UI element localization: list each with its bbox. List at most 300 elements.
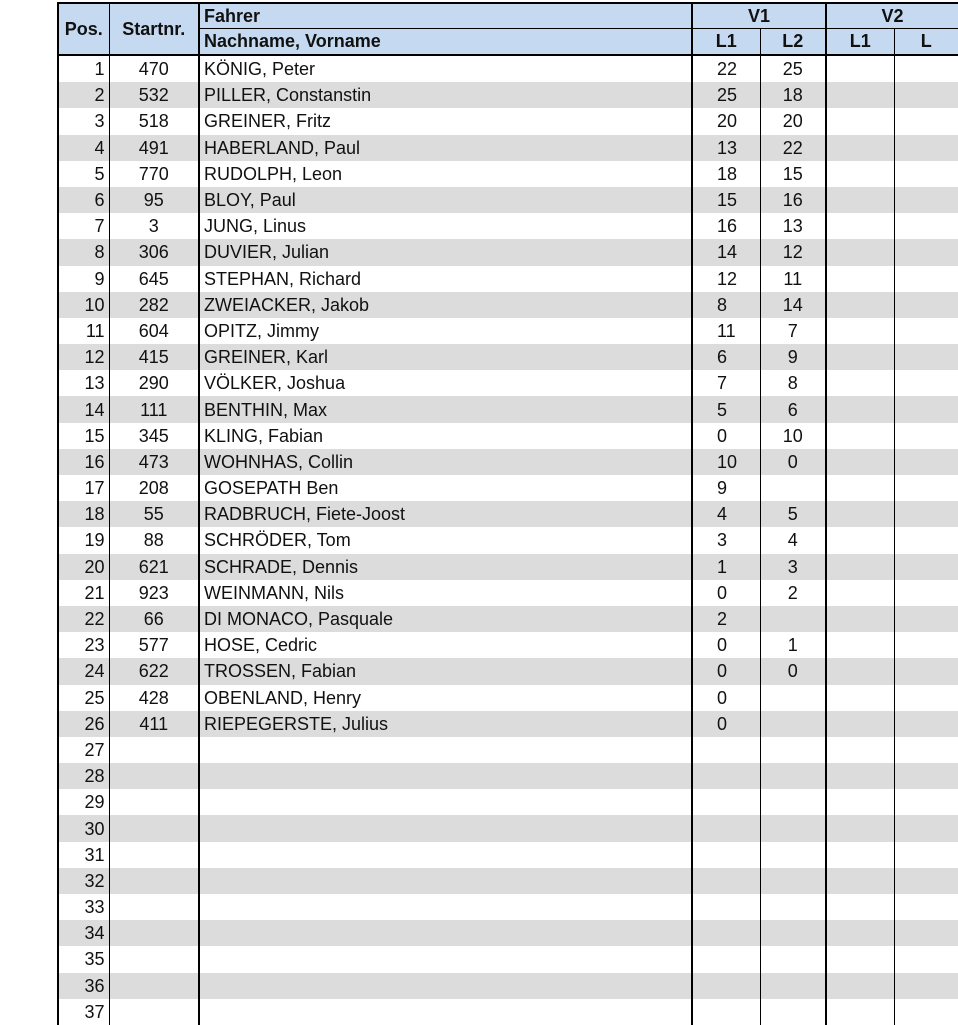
cell-pos: 12	[58, 344, 109, 370]
table-row	[58, 554, 958, 580]
cell-startnr: 208	[109, 475, 199, 501]
cell-name: DI MONACO, Pasquale	[199, 606, 692, 632]
cell-startnr	[109, 894, 199, 920]
cell-pos: 9	[58, 266, 109, 292]
cell-v1-l1	[692, 894, 760, 920]
cell-v2-l1	[826, 266, 894, 292]
cell-v1-l2: 10	[760, 423, 826, 449]
table-row	[58, 737, 958, 763]
table-row	[58, 108, 958, 134]
cell-v1-l1: 13	[692, 135, 760, 161]
table-row	[58, 82, 958, 108]
cell-v1-l2: 2	[760, 580, 826, 606]
cell-v2-l2	[894, 292, 958, 318]
cell-name: BENTHIN, Max	[199, 396, 692, 422]
cell-startnr	[109, 789, 199, 815]
cell-v1-l2	[760, 946, 826, 972]
cell-v1-l2: 12	[760, 239, 826, 265]
cell-v1-l1: 1	[692, 554, 760, 580]
cell-v1-l1: 8	[692, 292, 760, 318]
cell-name: VÖLKER, Joshua	[199, 370, 692, 396]
cell-v1-l1	[692, 946, 760, 972]
table-row	[58, 318, 958, 344]
table-body	[58, 55, 958, 1025]
cell-v1-l1: 0	[692, 423, 760, 449]
cell-pos: 18	[58, 501, 109, 527]
cell-name: ZWEIACKER, Jakob	[199, 292, 692, 318]
cell-v1-l1: 14	[692, 239, 760, 265]
table-row	[58, 973, 958, 999]
cell-name	[199, 763, 692, 789]
cell-v2-l2	[894, 135, 958, 161]
table-row	[58, 239, 958, 265]
results-table	[57, 2, 958, 1025]
cell-name: WEINMANN, Nils	[199, 580, 692, 606]
cell-name	[199, 999, 692, 1025]
cell-v2-l1	[826, 344, 894, 370]
cell-v2-l2	[894, 842, 958, 868]
cell-v1-l1: 4	[692, 501, 760, 527]
cell-name: JUNG, Linus	[199, 213, 692, 239]
cell-v2-l1	[826, 711, 894, 737]
cell-v1-l2: 18	[760, 82, 826, 108]
cell-v1-l1: 25	[692, 82, 760, 108]
cell-v1-l2: 1	[760, 632, 826, 658]
cell-v2-l1	[826, 815, 894, 841]
cell-v1-l1: 16	[692, 213, 760, 239]
cell-v2-l2	[894, 187, 958, 213]
cell-name: BLOY, Paul	[199, 187, 692, 213]
header-v2: V2	[826, 3, 958, 29]
cell-v2-l1	[826, 135, 894, 161]
table-row	[58, 789, 958, 815]
cell-v2-l1	[826, 318, 894, 344]
cell-pos: 29	[58, 789, 109, 815]
table-row	[58, 344, 958, 370]
cell-v2-l1	[826, 606, 894, 632]
cell-v1-l1	[692, 737, 760, 763]
cell-v1-l2	[760, 763, 826, 789]
cell-v2-l1	[826, 973, 894, 999]
cell-pos: 8	[58, 239, 109, 265]
cell-name: RADBRUCH, Fiete-Joost	[199, 501, 692, 527]
cell-pos: 24	[58, 658, 109, 684]
cell-pos: 26	[58, 711, 109, 737]
cell-startnr: 95	[109, 187, 199, 213]
cell-startnr	[109, 920, 199, 946]
cell-v1-l2	[760, 973, 826, 999]
cell-pos: 21	[58, 580, 109, 606]
table-header	[58, 3, 958, 55]
cell-v2-l1	[826, 108, 894, 134]
cell-pos: 19	[58, 527, 109, 553]
cell-pos: 17	[58, 475, 109, 501]
cell-v1-l2	[760, 894, 826, 920]
header-startnr: Startnr.	[109, 3, 199, 55]
cell-name: HABERLAND, Paul	[199, 135, 692, 161]
cell-v2-l2	[894, 527, 958, 553]
table-row	[58, 946, 958, 972]
cell-name: STEPHAN, Richard	[199, 266, 692, 292]
cell-v1-l2: 3	[760, 554, 826, 580]
header-name-sub: Nachname, Vorname	[199, 29, 692, 56]
cell-v1-l1: 0	[692, 580, 760, 606]
cell-v2-l2	[894, 423, 958, 449]
cell-v2-l1	[826, 187, 894, 213]
cell-v2-l1	[826, 292, 894, 318]
cell-pos: 34	[58, 920, 109, 946]
cell-v1-l1: 2	[692, 606, 760, 632]
cell-name: OBENLAND, Henry	[199, 685, 692, 711]
cell-v1-l2: 9	[760, 344, 826, 370]
cell-name	[199, 946, 692, 972]
cell-pos: 16	[58, 449, 109, 475]
cell-startnr: 3	[109, 213, 199, 239]
cell-v2-l2	[894, 580, 958, 606]
cell-v1-l2	[760, 475, 826, 501]
cell-pos: 1	[58, 55, 109, 82]
cell-v2-l2	[894, 344, 958, 370]
cell-v2-l2	[894, 266, 958, 292]
cell-v1-l1: 15	[692, 187, 760, 213]
cell-v1-l2: 0	[760, 658, 826, 684]
header-v1: V1	[692, 3, 826, 29]
cell-v1-l2	[760, 737, 826, 763]
cell-v1-l1: 18	[692, 161, 760, 187]
cell-v2-l1	[826, 789, 894, 815]
cell-v2-l1	[826, 894, 894, 920]
cell-v1-l2: 14	[760, 292, 826, 318]
cell-name: PILLER, Constanstin	[199, 82, 692, 108]
table-row	[58, 527, 958, 553]
cell-startnr	[109, 946, 199, 972]
cell-pos: 32	[58, 868, 109, 894]
cell-v2-l1	[826, 82, 894, 108]
cell-v1-l2	[760, 789, 826, 815]
cell-v1-l2	[760, 606, 826, 632]
cell-v1-l1	[692, 868, 760, 894]
cell-name	[199, 842, 692, 868]
cell-v1-l2: 22	[760, 135, 826, 161]
header-v1-l2: L2	[760, 29, 826, 56]
cell-startnr: 345	[109, 423, 199, 449]
cell-pos: 25	[58, 685, 109, 711]
cell-name: TROSSEN, Fabian	[199, 658, 692, 684]
cell-v2-l2	[894, 213, 958, 239]
cell-name: KLING, Fabian	[199, 423, 692, 449]
cell-v1-l1: 0	[692, 685, 760, 711]
cell-v1-l2: 8	[760, 370, 826, 396]
cell-v2-l1	[826, 213, 894, 239]
header-v1-l1: L1	[692, 29, 760, 56]
table-row	[58, 711, 958, 737]
cell-name: HOSE, Cedric	[199, 632, 692, 658]
cell-v1-l2: 13	[760, 213, 826, 239]
cell-startnr: 518	[109, 108, 199, 134]
cell-pos: 27	[58, 737, 109, 763]
cell-v1-l1: 12	[692, 266, 760, 292]
cell-v1-l2	[760, 999, 826, 1025]
cell-name	[199, 894, 692, 920]
cell-v1-l2: 5	[760, 501, 826, 527]
cell-v1-l1	[692, 842, 760, 868]
cell-pos: 35	[58, 946, 109, 972]
cell-startnr	[109, 999, 199, 1025]
cell-v2-l2	[894, 658, 958, 684]
cell-v2-l2	[894, 685, 958, 711]
cell-name: SCHRADE, Dennis	[199, 554, 692, 580]
cell-name	[199, 868, 692, 894]
cell-startnr: 621	[109, 554, 199, 580]
cell-v2-l1	[826, 842, 894, 868]
cell-v2-l2	[894, 737, 958, 763]
table-row	[58, 501, 958, 527]
cell-startnr: 923	[109, 580, 199, 606]
cell-v1-l1	[692, 789, 760, 815]
cell-v1-l1: 20	[692, 108, 760, 134]
cell-startnr: 290	[109, 370, 199, 396]
cell-pos: 13	[58, 370, 109, 396]
cell-v2-l1	[826, 449, 894, 475]
cell-pos: 30	[58, 815, 109, 841]
cell-name	[199, 737, 692, 763]
cell-pos: 23	[58, 632, 109, 658]
table-row	[58, 292, 958, 318]
cell-v2-l2	[894, 868, 958, 894]
cell-v1-l2	[760, 842, 826, 868]
cell-v2-l1	[826, 920, 894, 946]
cell-startnr: 645	[109, 266, 199, 292]
cell-startnr	[109, 737, 199, 763]
cell-v1-l2	[760, 711, 826, 737]
cell-v1-l1: 6	[692, 344, 760, 370]
cell-startnr: 88	[109, 527, 199, 553]
cell-v2-l2	[894, 946, 958, 972]
cell-name: KÖNIG, Peter	[199, 55, 692, 82]
cell-v2-l2	[894, 999, 958, 1025]
cell-v2-l2	[894, 475, 958, 501]
cell-startnr	[109, 815, 199, 841]
cell-v2-l1	[826, 632, 894, 658]
table-row	[58, 55, 958, 82]
cell-v2-l1	[826, 737, 894, 763]
cell-pos: 2	[58, 82, 109, 108]
cell-startnr: 66	[109, 606, 199, 632]
table-row	[58, 266, 958, 292]
cell-startnr: 415	[109, 344, 199, 370]
cell-startnr: 473	[109, 449, 199, 475]
table-row	[58, 685, 958, 711]
cell-v1-l1	[692, 763, 760, 789]
cell-pos: 4	[58, 135, 109, 161]
cell-v2-l1	[826, 685, 894, 711]
cell-startnr: 604	[109, 318, 199, 344]
cell-v2-l2	[894, 632, 958, 658]
cell-v1-l1: 0	[692, 711, 760, 737]
cell-v1-l1	[692, 973, 760, 999]
header-v2-l1: L1	[826, 29, 894, 56]
cell-pos: 20	[58, 554, 109, 580]
table-row	[58, 920, 958, 946]
cell-v2-l2	[894, 239, 958, 265]
cell-v2-l1	[826, 658, 894, 684]
cell-name: DUVIER, Julian	[199, 239, 692, 265]
cell-pos: 5	[58, 161, 109, 187]
table-row	[58, 370, 958, 396]
table-row	[58, 999, 958, 1025]
cell-startnr: 491	[109, 135, 199, 161]
cell-pos: 22	[58, 606, 109, 632]
cell-startnr	[109, 842, 199, 868]
cell-name	[199, 973, 692, 999]
cell-pos: 7	[58, 213, 109, 239]
table-row	[58, 423, 958, 449]
table-row	[58, 632, 958, 658]
table-row	[58, 449, 958, 475]
header-v2-l2: L	[894, 29, 958, 56]
cell-startnr: 532	[109, 82, 199, 108]
cell-v1-l2: 16	[760, 187, 826, 213]
cell-startnr: 282	[109, 292, 199, 318]
cell-v2-l1	[826, 501, 894, 527]
cell-v2-l2	[894, 396, 958, 422]
cell-v1-l2	[760, 815, 826, 841]
cell-v1-l2: 4	[760, 527, 826, 553]
cell-v1-l2: 15	[760, 161, 826, 187]
table-row	[58, 868, 958, 894]
header-pos: Pos.	[58, 3, 109, 55]
cell-v2-l2	[894, 108, 958, 134]
cell-name: GREINER, Fritz	[199, 108, 692, 134]
table-row	[58, 658, 958, 684]
cell-v2-l2	[894, 973, 958, 999]
cell-v1-l1	[692, 920, 760, 946]
cell-name	[199, 789, 692, 815]
cell-name: RIEPEGERSTE, Julius	[199, 711, 692, 737]
cell-v1-l1: 10	[692, 449, 760, 475]
cell-v1-l1: 3	[692, 527, 760, 553]
cell-v2-l2	[894, 711, 958, 737]
cell-pos: 31	[58, 842, 109, 868]
cell-v1-l1: 11	[692, 318, 760, 344]
cell-pos: 11	[58, 318, 109, 344]
cell-v1-l2	[760, 920, 826, 946]
cell-v2-l2	[894, 82, 958, 108]
table-row	[58, 842, 958, 868]
table-row	[58, 187, 958, 213]
cell-v2-l1	[826, 370, 894, 396]
cell-pos: 28	[58, 763, 109, 789]
cell-v2-l1	[826, 527, 894, 553]
cell-v1-l2	[760, 868, 826, 894]
cell-name	[199, 815, 692, 841]
cell-startnr: 411	[109, 711, 199, 737]
cell-v2-l2	[894, 815, 958, 841]
cell-startnr: 55	[109, 501, 199, 527]
cell-startnr	[109, 973, 199, 999]
table-row	[58, 213, 958, 239]
cell-v2-l1	[826, 999, 894, 1025]
cell-v2-l2	[894, 606, 958, 632]
cell-v2-l1	[826, 475, 894, 501]
cell-pos: 3	[58, 108, 109, 134]
cell-v2-l2	[894, 161, 958, 187]
cell-v1-l1: 5	[692, 396, 760, 422]
cell-startnr	[109, 868, 199, 894]
cell-v2-l2	[894, 920, 958, 946]
cell-startnr: 306	[109, 239, 199, 265]
cell-startnr: 770	[109, 161, 199, 187]
cell-pos: 6	[58, 187, 109, 213]
cell-v2-l2	[894, 449, 958, 475]
cell-v2-l1	[826, 554, 894, 580]
cell-name: RUDOLPH, Leon	[199, 161, 692, 187]
cell-name	[199, 920, 692, 946]
cell-v1-l1	[692, 999, 760, 1025]
cell-v1-l1: 7	[692, 370, 760, 396]
cell-v2-l2	[894, 789, 958, 815]
cell-v1-l1: 0	[692, 658, 760, 684]
table-row	[58, 894, 958, 920]
cell-v1-l2: 11	[760, 266, 826, 292]
cell-v2-l2	[894, 894, 958, 920]
cell-startnr: 428	[109, 685, 199, 711]
cell-pos: 33	[58, 894, 109, 920]
cell-v1-l1	[692, 815, 760, 841]
cell-pos: 36	[58, 973, 109, 999]
cell-name: OPITZ, Jimmy	[199, 318, 692, 344]
cell-v2-l1	[826, 396, 894, 422]
cell-name: WOHNHAS, Collin	[199, 449, 692, 475]
cell-v1-l2	[760, 685, 826, 711]
cell-pos: 14	[58, 396, 109, 422]
cell-v2-l2	[894, 554, 958, 580]
cell-v2-l2	[894, 763, 958, 789]
cell-v2-l1	[826, 161, 894, 187]
cell-startnr: 470	[109, 55, 199, 82]
table-row	[58, 396, 958, 422]
cell-v2-l1	[826, 580, 894, 606]
cell-startnr: 622	[109, 658, 199, 684]
cell-pos: 10	[58, 292, 109, 318]
table-row	[58, 580, 958, 606]
cell-v1-l1: 22	[692, 55, 760, 82]
header-fahrer: Fahrer	[199, 3, 692, 29]
cell-v2-l1	[826, 763, 894, 789]
cell-v1-l2: 7	[760, 318, 826, 344]
cell-v1-l1: 9	[692, 475, 760, 501]
cell-v1-l1: 0	[692, 632, 760, 658]
cell-pos: 15	[58, 423, 109, 449]
cell-name: SCHRÖDER, Tom	[199, 527, 692, 553]
table-row	[58, 135, 958, 161]
cell-v1-l2: 25	[760, 55, 826, 82]
cell-startnr: 111	[109, 396, 199, 422]
cell-name: GOSEPATH Ben	[199, 475, 692, 501]
cell-startnr: 577	[109, 632, 199, 658]
cell-v2-l1	[826, 55, 894, 82]
cell-name: GREINER, Karl	[199, 344, 692, 370]
cell-pos: 37	[58, 999, 109, 1025]
table-row	[58, 475, 958, 501]
cell-v2-l2	[894, 55, 958, 82]
table-row	[58, 161, 958, 187]
cell-v2-l1	[826, 239, 894, 265]
table-row	[58, 763, 958, 789]
cell-v2-l2	[894, 370, 958, 396]
cell-v2-l2	[894, 318, 958, 344]
cell-v2-l1	[826, 423, 894, 449]
